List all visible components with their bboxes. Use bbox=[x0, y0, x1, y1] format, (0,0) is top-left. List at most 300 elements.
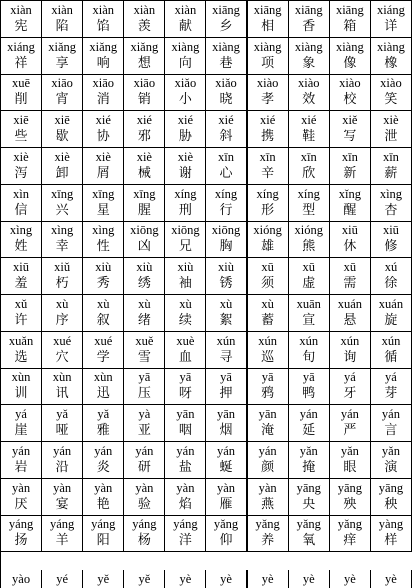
hanzi-text: 薪 bbox=[384, 165, 398, 181]
hanzi-text: 烟 bbox=[219, 423, 233, 439]
hanzi-text: 腥 bbox=[137, 202, 151, 218]
table-cell bbox=[1, 570, 42, 588]
pinyin-text: xiū bbox=[341, 223, 358, 238]
table-cell bbox=[371, 111, 412, 148]
table-cell bbox=[206, 258, 247, 295]
pinyin-text: xióng bbox=[294, 223, 323, 238]
table-cell bbox=[165, 258, 206, 295]
pinyin-text: yán bbox=[53, 443, 72, 458]
pinyin-text: yāng bbox=[296, 480, 321, 495]
table-cell bbox=[124, 258, 165, 295]
table-cell bbox=[330, 369, 371, 406]
table-cell bbox=[289, 295, 330, 332]
hanzi-text: 享 bbox=[55, 55, 69, 71]
hanzi-text: 徐 bbox=[384, 276, 398, 292]
pinyin-text: xū bbox=[261, 260, 274, 275]
pinyin-text: xié bbox=[218, 113, 234, 128]
table-cell bbox=[248, 148, 289, 185]
hanzi-text: 心 bbox=[219, 165, 233, 181]
pinyin-text: xìng bbox=[92, 223, 115, 238]
table-cell bbox=[124, 185, 165, 222]
table-cell bbox=[206, 111, 247, 148]
hanzi-text: 像 bbox=[343, 55, 357, 71]
hanzi-text: 岩 bbox=[14, 459, 28, 475]
hanzi-text: 孝 bbox=[261, 92, 275, 108]
hanzi-text: 询 bbox=[343, 349, 357, 365]
table-cell bbox=[165, 295, 206, 332]
table-cell bbox=[206, 332, 247, 369]
table-cell bbox=[289, 75, 330, 112]
pinyin-text: xiàn bbox=[133, 2, 156, 17]
table-cell bbox=[206, 369, 247, 406]
hanzi-text: 炎 bbox=[96, 459, 110, 475]
hanzi-text: 雄 bbox=[261, 239, 275, 255]
table-cell bbox=[83, 38, 124, 75]
pinyin-text: xié bbox=[136, 113, 152, 128]
hanzi-text: 协 bbox=[96, 129, 110, 145]
table-cell bbox=[83, 442, 124, 479]
hanzi-text: 崖 bbox=[14, 423, 28, 439]
pinyin-text: xiǎo bbox=[215, 76, 237, 91]
pinyin-text: xiè bbox=[383, 113, 399, 128]
table-cell bbox=[371, 332, 412, 369]
table-cell bbox=[83, 332, 124, 369]
table-cell bbox=[371, 38, 412, 75]
pinyin-text: xié bbox=[260, 113, 276, 128]
hanzi-text: 些 bbox=[14, 129, 28, 145]
pinyin-text: yè bbox=[179, 571, 192, 586]
pinyin-text: xiǔ bbox=[54, 260, 71, 275]
table-cell bbox=[206, 38, 247, 75]
hanzi-text: 性 bbox=[96, 239, 110, 255]
hanzi-text: 羡 bbox=[137, 18, 151, 34]
hanzi-text: 羊 bbox=[55, 533, 69, 549]
pinyin-text: yàn bbox=[53, 480, 72, 495]
table-cell bbox=[330, 258, 371, 295]
table-cell bbox=[42, 332, 83, 369]
table-cell bbox=[330, 185, 371, 222]
table-cell bbox=[371, 479, 412, 516]
hanzi-text: 学 bbox=[96, 349, 110, 365]
hanzi-text: 谢 bbox=[178, 165, 192, 181]
hanzi-text: 祥 bbox=[14, 55, 28, 71]
hanzi-text: 洋 bbox=[178, 533, 192, 549]
pinyin-text: yán bbox=[340, 407, 359, 422]
table-cell bbox=[165, 479, 206, 516]
table-cell bbox=[42, 111, 83, 148]
table-cell bbox=[248, 442, 289, 479]
hanzi-text: 续 bbox=[178, 312, 192, 328]
pinyin-text: yáng bbox=[49, 517, 75, 532]
pinyin-text: xiē bbox=[13, 113, 29, 128]
hanzi-text: 削 bbox=[14, 92, 28, 108]
hanzi-text: 笑 bbox=[384, 92, 398, 108]
pinyin-text: xiōng bbox=[211, 223, 241, 238]
hanzi-text: 巡 bbox=[261, 349, 275, 365]
pinyin-text: yá bbox=[385, 370, 397, 385]
pinyin-text: xiàng bbox=[335, 39, 364, 54]
table-cell bbox=[248, 38, 289, 75]
pinyin-text: xīng bbox=[92, 186, 115, 201]
table-cell bbox=[1, 516, 42, 553]
table-cell bbox=[165, 369, 206, 406]
table-cell bbox=[42, 75, 83, 112]
table-cell bbox=[42, 1, 83, 38]
hanzi-text: 雅 bbox=[96, 423, 110, 439]
hanzi-text: 咽 bbox=[178, 423, 192, 439]
hanzi-text: 杨 bbox=[137, 533, 151, 549]
hanzi-text: 向 bbox=[178, 55, 192, 71]
table-cell bbox=[124, 38, 165, 75]
table-cell bbox=[289, 405, 330, 442]
hanzi-text: 盐 bbox=[178, 459, 192, 475]
pinyin-text: xù bbox=[138, 296, 151, 311]
table-cell bbox=[248, 295, 289, 332]
pinyin-text: xù bbox=[179, 296, 192, 311]
pinyin-text: xiāo bbox=[51, 76, 73, 91]
pinyin-text: xiū bbox=[13, 260, 30, 275]
table-cell bbox=[330, 38, 371, 75]
hanzi-text: 验 bbox=[137, 496, 151, 512]
hanzi-text: 掩 bbox=[302, 459, 316, 475]
pinyin-text: xióng bbox=[253, 223, 282, 238]
hanzi-text: 叙 bbox=[96, 312, 110, 328]
table-cell bbox=[1, 479, 42, 516]
hanzi-text: 悬 bbox=[343, 312, 357, 328]
pinyin-text: xuán bbox=[378, 296, 404, 311]
pinyin-text: yáng bbox=[173, 517, 198, 532]
table-cell bbox=[289, 148, 330, 185]
pinyin-text: xīng bbox=[51, 186, 74, 201]
pinyin-text: yán bbox=[258, 443, 277, 458]
table-cell bbox=[248, 185, 289, 222]
hanzi-text: 燕 bbox=[261, 496, 275, 512]
hanzi-text: 项 bbox=[261, 55, 275, 71]
table-cell bbox=[289, 111, 330, 148]
pinyin-text: xiōng bbox=[130, 223, 159, 238]
pinyin-text: yǎn bbox=[381, 443, 400, 458]
table-cell bbox=[42, 369, 83, 406]
pinyin-text: xìng bbox=[379, 186, 403, 201]
pinyin-text: yàn bbox=[176, 480, 195, 495]
table-cell bbox=[165, 1, 206, 38]
table-cell bbox=[330, 405, 371, 442]
table-cell bbox=[165, 111, 206, 148]
pinyin-text: yào bbox=[12, 571, 31, 586]
table-cell bbox=[165, 570, 206, 588]
hanzi-text: 斜 bbox=[219, 129, 233, 145]
pinyin-text: xiáng bbox=[7, 39, 35, 54]
hanzi-text: 歇 bbox=[55, 129, 69, 145]
hanzi-text: 兄 bbox=[178, 239, 192, 255]
pinyin-text: xiàng bbox=[253, 39, 282, 54]
pinyin-text: xiè bbox=[136, 149, 152, 164]
pinyin-text: xún bbox=[216, 333, 236, 348]
hanzi-text: 压 bbox=[137, 386, 151, 402]
pinyin-text: xùn bbox=[93, 370, 113, 385]
pinyin-text: xū bbox=[302, 260, 315, 275]
pinyin-text: xíng bbox=[297, 186, 320, 201]
table-cell bbox=[165, 185, 206, 222]
hanzi-text: 沿 bbox=[55, 459, 69, 475]
pinyin-text: xìng bbox=[9, 223, 33, 238]
hanzi-text: 淹 bbox=[261, 423, 275, 439]
table-cell bbox=[42, 222, 83, 259]
pinyin-text: xiè bbox=[54, 149, 70, 164]
hanzi-text: 乡 bbox=[219, 18, 233, 34]
table-cell bbox=[1, 369, 42, 406]
hanzi-text: 械 bbox=[137, 165, 151, 181]
table-cell bbox=[124, 295, 165, 332]
hanzi-text: 详 bbox=[384, 18, 398, 34]
hanzi-text: 小 bbox=[178, 92, 192, 108]
hanzi-text: 消 bbox=[96, 92, 110, 108]
table-cell bbox=[206, 295, 247, 332]
table-cell bbox=[42, 295, 83, 332]
table-cell bbox=[124, 148, 165, 185]
hanzi-text: 哑 bbox=[55, 423, 69, 439]
table-cell bbox=[248, 405, 289, 442]
table-cell bbox=[165, 332, 206, 369]
table-cell bbox=[248, 479, 289, 516]
hanzi-text: 血 bbox=[178, 349, 192, 365]
hanzi-text: 泻 bbox=[14, 165, 28, 181]
table-cell bbox=[1, 75, 42, 112]
table-cell bbox=[330, 332, 371, 369]
pinyin-text: xué bbox=[53, 333, 72, 348]
table-cell bbox=[124, 75, 165, 112]
hanzi-text: 央 bbox=[302, 496, 316, 512]
hanzi-text: 巷 bbox=[219, 55, 233, 71]
table-cell bbox=[124, 405, 165, 442]
table-cell bbox=[124, 222, 165, 259]
table-cell bbox=[330, 516, 371, 553]
table-cell bbox=[206, 516, 247, 553]
pinyin-text: yán bbox=[217, 443, 236, 458]
hanzi-text: 呀 bbox=[178, 386, 192, 402]
table-cell bbox=[1, 38, 42, 75]
table-cell bbox=[42, 185, 83, 222]
hanzi-text: 焰 bbox=[178, 496, 192, 512]
partial-bottom-row bbox=[0, 570, 412, 588]
pinyin-text: xíng bbox=[214, 186, 238, 201]
pinyin-text: xuē bbox=[12, 76, 31, 91]
hanzi-text: 携 bbox=[261, 129, 275, 145]
pinyin-text: yá bbox=[15, 407, 27, 422]
table-cell bbox=[330, 75, 371, 112]
pinyin-text: xū bbox=[343, 260, 357, 275]
table-cell bbox=[83, 148, 124, 185]
pinyin-text: yā bbox=[302, 370, 315, 385]
hanzi-text: 穴 bbox=[55, 349, 69, 365]
table-cell bbox=[289, 1, 330, 38]
pinyin-text: xiǎng bbox=[48, 39, 77, 54]
table-cell bbox=[165, 516, 206, 553]
hanzi-text: 相 bbox=[261, 18, 275, 34]
hanzi-text: 鞋 bbox=[302, 129, 316, 145]
pinyin-text: xiǎng bbox=[130, 39, 159, 54]
table-cell bbox=[371, 1, 412, 38]
hanzi-text: 艳 bbox=[96, 496, 110, 512]
table-cell bbox=[124, 516, 165, 553]
table-cell bbox=[83, 1, 124, 38]
pinyin-text: xún bbox=[299, 333, 319, 348]
table-cell bbox=[248, 1, 289, 38]
table-cell bbox=[124, 570, 165, 588]
pinyin-text: xiàn bbox=[174, 2, 197, 17]
table-cell bbox=[206, 185, 247, 222]
table-cell bbox=[371, 185, 412, 222]
hanzi-text: 旋 bbox=[384, 312, 398, 328]
table-cell bbox=[371, 148, 412, 185]
pinyin-text: xún bbox=[340, 333, 360, 348]
pinyin-text: xuán bbox=[337, 296, 362, 311]
pinyin-text: yàn bbox=[94, 480, 113, 495]
pinyin-text: yá bbox=[343, 370, 356, 385]
hanzi-text: 絮 bbox=[219, 312, 233, 328]
pinyin-text: yán bbox=[176, 443, 195, 458]
pinyin-text: xiě bbox=[342, 113, 358, 128]
hanzi-text: 秧 bbox=[384, 496, 398, 512]
table-cell bbox=[206, 442, 247, 479]
hanzi-text: 芽 bbox=[384, 386, 398, 402]
table-cell bbox=[83, 479, 124, 516]
pinyin-text: yàn bbox=[258, 480, 277, 495]
pinyin-text: xiǎng bbox=[89, 39, 118, 54]
hanzi-text: 陷 bbox=[55, 18, 69, 34]
hanzi-text: 仰 bbox=[219, 533, 233, 549]
hanzi-text: 宵 bbox=[55, 92, 69, 108]
pinyin-text: yā bbox=[261, 370, 274, 385]
table-cell bbox=[165, 75, 206, 112]
table-cell bbox=[248, 258, 289, 295]
hanzi-text: 献 bbox=[178, 18, 192, 34]
pinyin-text: xuě bbox=[135, 333, 154, 348]
hanzi-text: 寻 bbox=[219, 349, 233, 365]
table-cell bbox=[248, 369, 289, 406]
pinyin-text: xīn bbox=[259, 149, 276, 164]
pinyin-text: xiāng bbox=[335, 2, 364, 17]
table-cell bbox=[206, 222, 247, 259]
pinyin-text: xué bbox=[94, 333, 113, 348]
table-cell bbox=[1, 222, 42, 259]
pinyin-text: yè bbox=[220, 571, 232, 586]
table-cell bbox=[1, 148, 42, 185]
hanzi-text: 行 bbox=[219, 202, 233, 218]
hanzi-text: 宪 bbox=[14, 18, 28, 34]
pinyin-text: xùn bbox=[11, 370, 31, 385]
table-cell bbox=[83, 258, 124, 295]
table-cell bbox=[83, 369, 124, 406]
table-cell bbox=[42, 570, 83, 588]
hanzi-text: 朽 bbox=[55, 276, 69, 292]
table-cell bbox=[83, 570, 124, 588]
table-cell bbox=[289, 332, 330, 369]
pinyin-text: xiào bbox=[256, 76, 279, 91]
pinyin-text: yé bbox=[56, 571, 69, 586]
hanzi-text: 卸 bbox=[55, 165, 69, 181]
table-cell bbox=[83, 111, 124, 148]
table-cell bbox=[42, 148, 83, 185]
table-cell bbox=[371, 75, 412, 112]
pinyin-text: xīn bbox=[300, 149, 317, 164]
table-cell bbox=[289, 258, 330, 295]
pinyin-text: xiē bbox=[54, 113, 70, 128]
hanzi-text: 效 bbox=[302, 92, 316, 108]
hanzi-text: 眼 bbox=[343, 459, 357, 475]
table-cell bbox=[165, 405, 206, 442]
pinyin-text: xiào bbox=[339, 76, 361, 91]
hanzi-text: 晓 bbox=[219, 92, 233, 108]
hanzi-text: 序 bbox=[55, 312, 69, 328]
table-cell bbox=[248, 516, 289, 553]
hanzi-text: 响 bbox=[96, 55, 110, 71]
pinyin-text: yè bbox=[261, 571, 274, 586]
pinyin-text: xún bbox=[381, 333, 401, 348]
table-cell bbox=[206, 75, 247, 112]
hanzi-text: 香 bbox=[302, 18, 316, 34]
table-cell bbox=[289, 369, 330, 406]
pinyin-text: xiàng bbox=[377, 39, 405, 54]
pinyin-text: yáng bbox=[132, 517, 157, 532]
table-cell bbox=[83, 185, 124, 222]
hanzi-text: 选 bbox=[14, 349, 28, 365]
table-cell bbox=[1, 332, 42, 369]
table-cell bbox=[371, 570, 412, 588]
table-cell bbox=[371, 222, 412, 259]
table-cell bbox=[42, 405, 83, 442]
pinyin-text: yā bbox=[179, 370, 192, 385]
hanzi-text: 讯 bbox=[55, 386, 69, 402]
pinyin-text: yǎng bbox=[337, 517, 362, 532]
pinyin-text: xiào bbox=[297, 76, 320, 91]
pinyin-text: yān bbox=[176, 407, 195, 422]
pinyin-text: yāng bbox=[337, 480, 362, 495]
hanzi-text: 凶 bbox=[137, 239, 151, 255]
hanzi-text: 醒 bbox=[343, 202, 357, 218]
table-cell bbox=[42, 479, 83, 516]
hanzi-text: 写 bbox=[343, 129, 357, 145]
hanzi-text: 象 bbox=[302, 55, 316, 71]
pinyin-text: yāng bbox=[378, 480, 404, 495]
pinyin-text: yān bbox=[258, 407, 277, 422]
pinyin-text: xiè bbox=[13, 149, 29, 164]
pinyin-text: xiāng bbox=[294, 2, 323, 17]
hanzi-text: 延 bbox=[302, 423, 316, 439]
pinyin-text: xīn bbox=[218, 149, 235, 164]
pinyin-text: yáng bbox=[8, 517, 34, 532]
pinyin-text: xiào bbox=[380, 76, 402, 91]
hanzi-text: 鸦 bbox=[261, 386, 275, 402]
pinyin-text: xǔ bbox=[14, 296, 28, 311]
table-cell bbox=[165, 148, 206, 185]
pinyin-text: xiàng bbox=[212, 39, 240, 54]
pinyin-text: xiāo bbox=[133, 76, 156, 91]
hanzi-text: 杏 bbox=[384, 202, 398, 218]
hanzi-text: 雁 bbox=[219, 496, 233, 512]
pinyin-text: xù bbox=[261, 296, 274, 311]
table-cell bbox=[371, 442, 412, 479]
table-cell bbox=[330, 570, 371, 588]
table-cell bbox=[289, 570, 330, 588]
pinyin-text: xiù bbox=[136, 260, 153, 275]
pinyin-text: yě bbox=[97, 571, 110, 586]
table-cell bbox=[124, 111, 165, 148]
pinyin-text: xiè bbox=[95, 149, 111, 164]
hanzi-text: 形 bbox=[261, 202, 275, 218]
table-cell bbox=[289, 516, 330, 553]
table-cell bbox=[371, 258, 412, 295]
